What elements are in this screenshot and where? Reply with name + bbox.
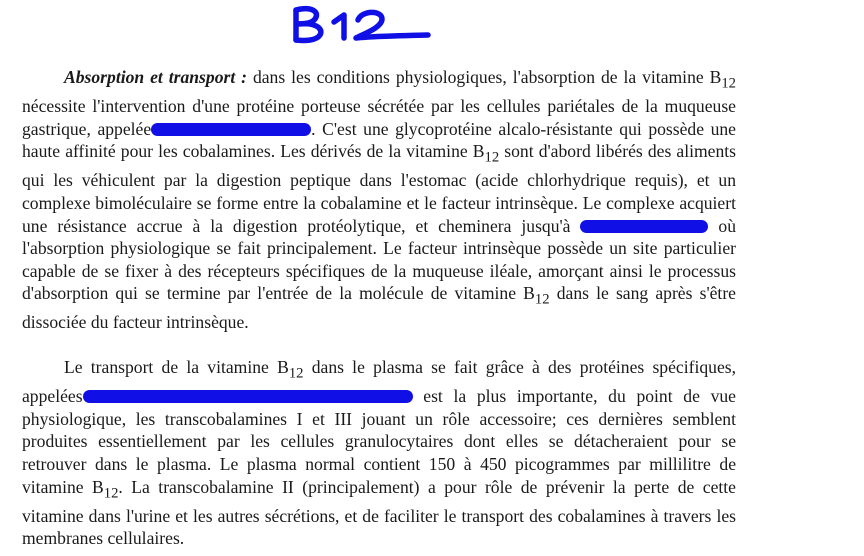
paragraph-absorption: Absorption et transport : dans les conditions physiologiques, l'absorption de la vitamine $B_{12}$ nécessite l'intervention d'une protéine porteuse sécrétée par les cellules pariétales de la muqueuse gastrique, appelée . C'est une glycoprotéine alcalo-résistante qui possède une haute affinité pour les cobalamines. Les dérivés de la vitamine $B_{12}$ sont d'abord libérés des aliments qui les véhiculent par la digestion peptique dans l'estomac (acide chlorhydrique requis), et un complexe bimoléculaire se forme entre la cobalamine et le facteur intrinsèque. Le complexe acquiert une résistance accrue à la digestion protéolytique, et cheminera jusqu'à où l'absorption physiologique se fait principalement. Le facteur intrinsèque possède un site particulier capable de se fixer à des récepteurs spécifiques de la muqueuse iléale, amorçant ainsi le processus d'absorption qui se termine par l'entrée de la molécule de vitamine $B_{12}$ dans le sang après s'être dissociée du facteur intrinsèque.	[22, 67, 737, 333]
redaction-mark	[151, 123, 311, 136]
section-heading: Absorption et transport :	[64, 67, 248, 87]
redaction-mark	[580, 220, 708, 233]
document-body	[22, 66, 736, 550]
paragraph-transport: Le transport de la vitamine $B_{12}$ dans le plasma se fait grâce à des protéines spécifiques, appelées est la plus importante, du point de vue physiologique, les transcobalamines I et III jouant un rôle accessoire; ces dernières semblent produites essentiellement par les cellules granulocytaires dont elles se détacheraient pour se retrouver dans le plasma. Le plasma normal contient 150 à 450 picogrammes par millilitre de vitamine $B_{12}$. La transcobalamine II (principalement) a pour rôle de prévenir la perte de cette vitamine dans l'urine et les autres sécrétions, et de faciliter le transport des cobalamines à travers les membranes cellulaires.	[22, 357, 736, 549]
redaction-mark	[83, 390, 413, 403]
handwritten-b12-annotation	[282, 0, 432, 50]
